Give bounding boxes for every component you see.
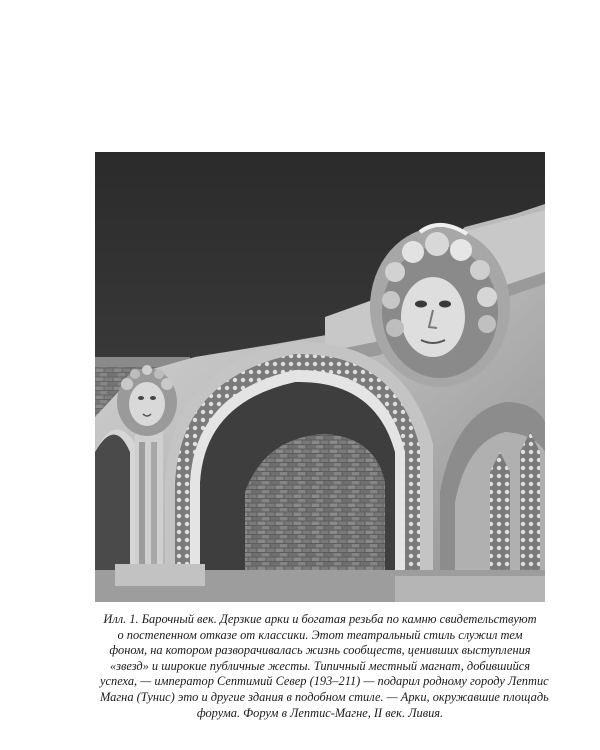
caption-line: Илл. 1. Барочный век. Дерзкие арки и богатая резьба по камню свидетельствуют (103, 612, 537, 626)
photo-figure (95, 152, 545, 602)
caption-line: Магна (Тунис) это и другие здания в подобном стиле. — Арки, окружавшие площадь (100, 689, 549, 704)
figure-caption (100, 612, 549, 721)
caption-line: фоном, на котором разворачивалась жизнь сообществ, ценивших выступления (109, 643, 531, 658)
arches-photo (95, 152, 545, 602)
caption-line: успеха, — император Септимий Север (193–211) — подарил родному городу Лептис (100, 674, 549, 689)
caption-line: о постепенном отказе от классики. Этот театральный стиль служил тем (117, 627, 523, 642)
caption-line: «звезд» и широкие публичные жесты. Типичный местный магнат, добившийся (109, 658, 531, 673)
caption-line: форума. Форум в Лептис-Магне, II век. Ливия. (196, 705, 444, 720)
